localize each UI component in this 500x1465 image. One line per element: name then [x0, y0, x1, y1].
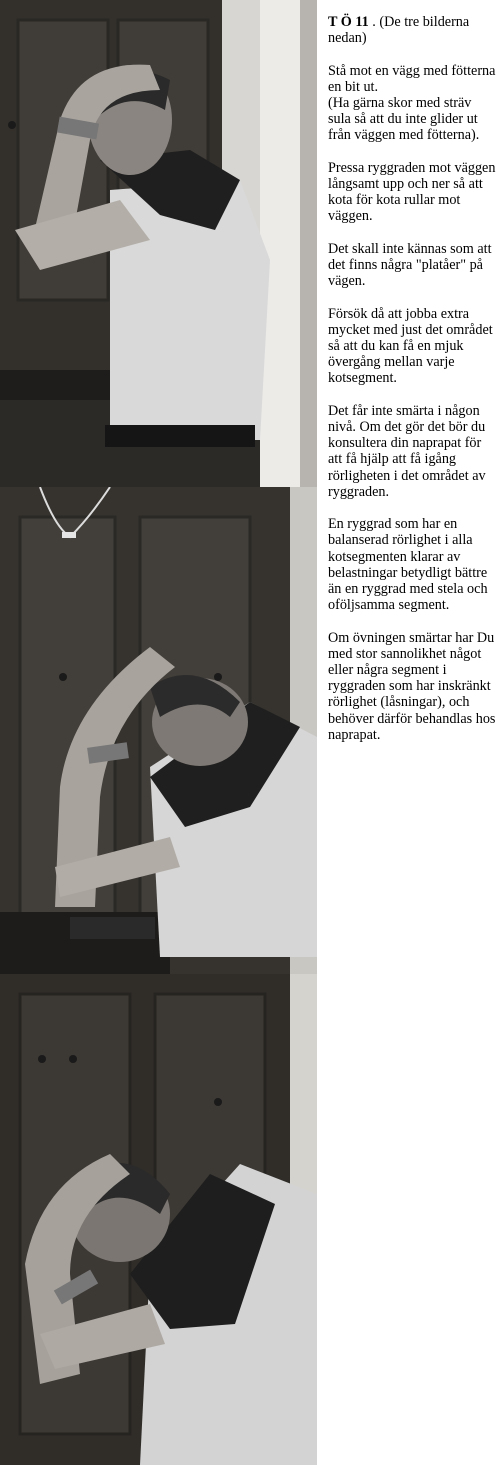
instruction-paragraph: Pressa ryggraden mot väggen långsamt upp och ner så att kota för kota rullar mot väggen. — [328, 159, 496, 225]
exercise-heading — [328, 14, 496, 46]
instruction-paragraph: Om övningen smärtar har Du med stor sannolikhet något eller några segment i ryggraden som har inskränkt rörlighet (låsningar), och behöver därför behandlas hos naprapat. — [328, 629, 496, 743]
instruction-paragraph: (Ha gärna skor med sträv sula så att du inte glider ut från väggen med fötterna). — [328, 95, 480, 144]
exercise-code: T Ö 11 — [328, 14, 369, 30]
exercise-photo-2 — [0, 487, 317, 974]
instruction-block-1 — [328, 63, 496, 144]
instruction-paragraph: Försök då att jobba extra mycket med just det området så att du kan få en mjuk övergång mellan varje kotsegment. — [328, 305, 493, 387]
instruction-paragraph: En ryggrad som har en balanserad rörlighet i alla kotsegmenten klarar av belastningar betydligt bättre än en ryggrad med stela och oföljsamma segment. — [328, 516, 488, 614]
instruction-paragraph: Det får inte smärta i någon nivå. Om det gör det bör du konsultera din naprapat för att få hjälp att få igång rörligheten i det området av ryggraden. — [328, 402, 486, 500]
exercise-photo-3 — [0, 974, 317, 1465]
instruction-paragraph: Stå mot en vägg med fötterna en bit ut. — [328, 62, 496, 95]
exercise-heading-suffix: . (De tre bilderna nedan) — [328, 14, 470, 47]
instruction-text — [328, 14, 496, 759]
instruction-paragraph: Det skall inte kännas som att det finns några "platåer" på vägen. — [328, 240, 492, 290]
exercise-photo-1 — [0, 0, 317, 487]
